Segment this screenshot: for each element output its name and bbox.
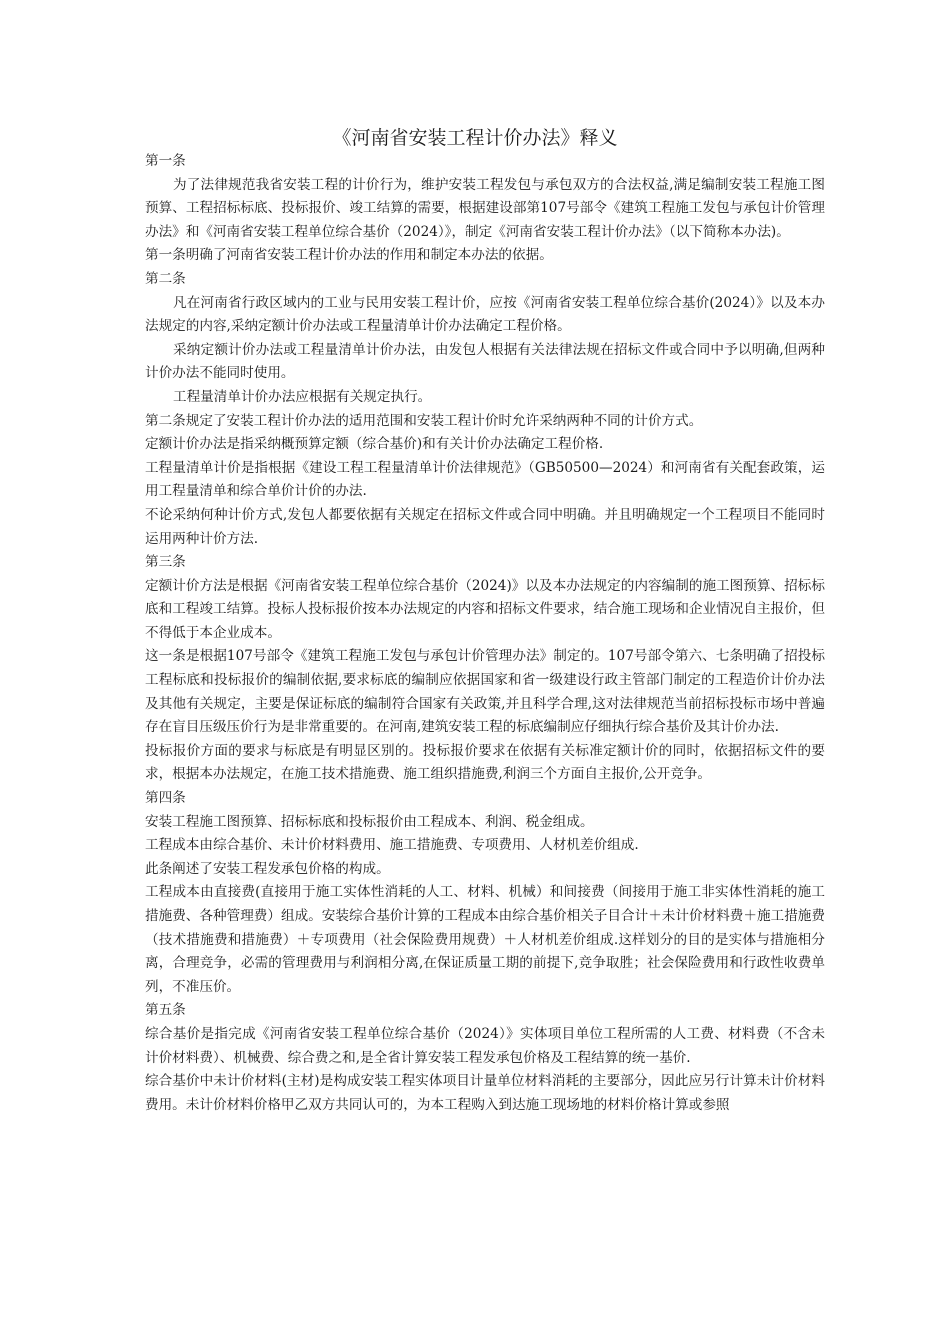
paragraph: 工程量清单计价办法应根据有关规定执行。 [173, 388, 432, 405]
paragraph: 工程成本由直接费(直接用于施工实体性消耗的人工、材料、机械）和间接费（间接用于施工非实体性消耗的施工措施费、各种管理费）组成。安装综合基价计算的工程成本由综合基价相关子目合计＋未计价材料费＋施工措施费（技术措施费和措施费）＋专项费用（社会保险费用规费）＋人材机差价组成.这样划分的目的是实体与措施相分离，合理竞争，必需的管理费用与利润相分离,在保证质量工期的前提下,竞争取胜；社会保险费用和行政性收费单列，不准压价。 [145, 884, 825, 995]
paragraph: 凡在河南省行政区域内的工业与民用安装工程计价，应按《河南省安装工程单位综合基价(2024）》以及本办法规定的内容,采纳定额计价办法或工程量清单计价办法确定工程价格。 [145, 294, 825, 335]
paragraph: 定额计价方法是根据《河南省安装工程单位综合基价（2024)》以及本办法规定的内容编制的施工图预算、招标标底和工程竣工结算。投标人投标报价按本办法规定的内容和招标文件要求，结合施工现场和企业情况自主报价，但不得低于本企业成本。 [145, 577, 825, 641]
paragraph: 这一条是根据107号部令《建筑工程施工发包与承包计价管理办法》制定的。107号部令第六、七条明确了招投标工程标底和投标报价的编制依据,要求标底的编制应依据国家和省一级建设行政主管部门制定的工程造价计价办法及其他有关规定，主要是保证标底的编制符合国家有关政策,并且科学合理,这对法律规范当前招标投标市场中普遍存在盲目压级压价行为是非常重要的。在河南,建筑安装工程的标底编制应仔细执行综合基价及其计价办法. [145, 648, 825, 736]
article-heading: 第一条 [145, 153, 186, 169]
paragraph: 定额计价办法是指采纳概预算定额（综合基价)和有关计价办法确定工程价格. [145, 436, 604, 453]
paragraph: 为了法律规范我省安装工程的计价行为，维护安装工程发包与承包双方的合法权益,满足编制安装工程施工图预算、工程招标标底、投标报价、竣工结算的需要，根据建设部第107号部令《建筑工程施工发包与承包计价管理办法》和《河南省安装工程单位综合基价（2024）》，制定《河南省安装工程计价办法》（以下简称本办法)。 [145, 176, 825, 240]
paragraph: 第二条规定了安装工程计价办法的适用范围和安装工程计价时允许采纳两种不同的计价方式。 [145, 412, 703, 429]
paragraph: 采纳定额计价办法或工程量清单计价办法，由发包人根据有关法律法规在招标文件或合同中予以明确,但两种计价办法不能同时使用。 [145, 341, 825, 382]
document-body [145, 150, 825, 1117]
paragraph: 综合基价是指完成《河南省安装工程单位综合基价（2024）》实体项目单位工程所需的人工费、材料费（不含未计价材料费）、机械费、综合费之和,是全省计算安装工程发承包价格及工程结算的统一基价. [145, 1025, 825, 1066]
document-title: 《河南省安装工程计价办法》释义 [332, 127, 618, 149]
paragraph: 综合基价中未计价材料(主材)是构成安装工程实体项目计量单位材料消耗的主要部分，因此应另行计算未计价材料费用。未计价材料价格甲乙双方共同认可的，为本工程购入到达施工现场地的材料价格计算或参照 [145, 1073, 825, 1113]
paragraph: 安装工程施工图预算、招标标底和投标报价由工程成本、利润、税金组成。 [145, 813, 594, 830]
article-heading: 第二条 [145, 270, 186, 287]
paragraph: 此条阐述了安装工程发承包价格的构成。 [145, 860, 390, 877]
paragraph: 工程量清单计价是指根据《建设工程工程量清单计价法律规范》（GB50500—2024）和河南省有关配套政策，运用工程量清单和综合单价计价的办法. [145, 459, 825, 500]
paragraph: 工程成本由综合基价、未计价材料费用、施工措施费、专项费用、人材机差价组成. [145, 837, 639, 854]
paragraph: 第一条明确了河南省安装工程计价办法的作用和制定本办法的依据。 [145, 247, 553, 264]
article-heading: 第五条 [145, 1002, 186, 1019]
article-heading: 第三条 [145, 554, 186, 571]
paragraph: 投标报价方面的要求与标底是有明显区别的。投标报价要求在依据有关标准定额计价的同时，依据招标文件的要求，根据本办法规定，在施工技术措施费、施工组织措施费,利润三个方面自主报价,公开竞争。 [145, 742, 825, 783]
article-heading: 第四条 [145, 790, 186, 807]
paragraph: 不论采纳何种计价方式,发包人都要依据有关规定在招标文件或合同中明确。并且明确规定一个工程项目不能同时运用两种计价方法. [145, 506, 825, 547]
